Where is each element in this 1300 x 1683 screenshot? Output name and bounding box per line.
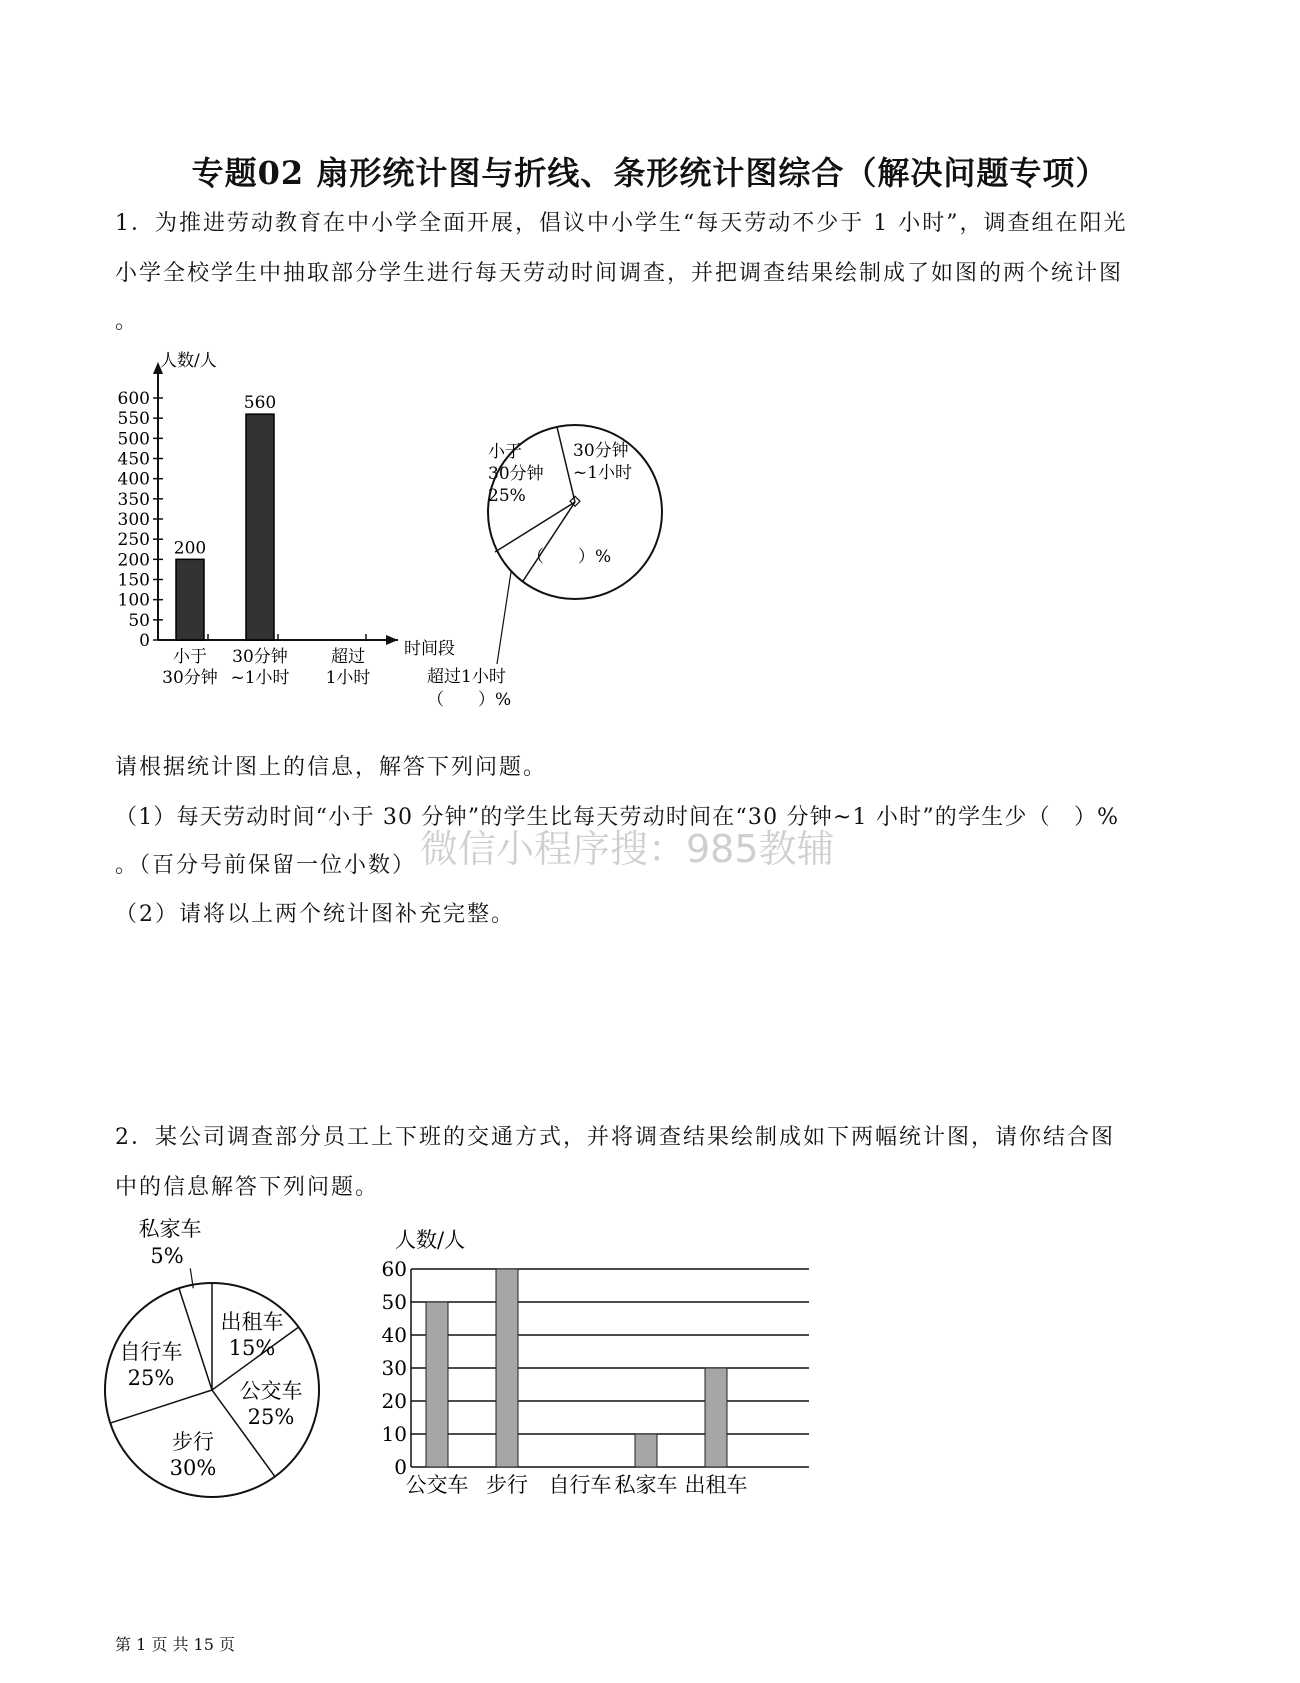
y-tick-label: 40 bbox=[381, 1323, 407, 1347]
x-tick-label: 私家车 bbox=[614, 1473, 678, 1497]
bar bbox=[246, 414, 274, 640]
q1-line-2: 小学全校学生中抽取部分学生进行每天劳动时间调查，并把调查结果绘制成了如图的两个统计图 bbox=[115, 261, 1124, 286]
y-tick-label: 200 bbox=[117, 550, 150, 571]
x-tick-label: 自行车 bbox=[548, 1473, 612, 1497]
y-tick-label: 50 bbox=[128, 610, 150, 631]
bar bbox=[496, 1269, 518, 1467]
slice-blank: （ ）% bbox=[427, 690, 512, 710]
slice-label: 25% bbox=[488, 486, 526, 506]
slice-label: 公交车 bbox=[239, 1379, 303, 1403]
x-axis-arrow bbox=[386, 635, 398, 645]
slice-label: 步行 bbox=[172, 1430, 214, 1454]
q1-sub1-line2: 。（百分号前保留一位小数） bbox=[115, 853, 417, 878]
y-tick-label: 0 bbox=[139, 631, 150, 651]
q1-bar-chart bbox=[117, 351, 480, 740]
data-label: 560 bbox=[243, 393, 277, 414]
watermark: 微信小程序搜：985教辅 bbox=[420, 827, 835, 871]
bar bbox=[705, 1368, 727, 1467]
y-tick-label: 550 bbox=[117, 409, 150, 430]
y-tick-label: 10 bbox=[381, 1422, 407, 1446]
page-title: 专题02 扇形统计图与折线、条形统计图综合（解决问题专项） bbox=[191, 154, 1109, 192]
q1-prompt: 请根据统计图上的信息，解答下列问题。 bbox=[115, 755, 548, 780]
y-tick-label: 60 bbox=[381, 1257, 407, 1281]
x-tick-label: 公交车 bbox=[405, 1473, 469, 1497]
q2-bar-chart bbox=[381, 1225, 825, 1510]
y-tick-label: 30 bbox=[381, 1356, 407, 1380]
x-tick-label: 1小时 bbox=[325, 668, 371, 688]
leader-line bbox=[497, 572, 511, 664]
x-tick-label: 30分钟 bbox=[162, 668, 218, 688]
slice-label: 自行车 bbox=[119, 1340, 183, 1364]
x-tick-label: 步行 bbox=[486, 1473, 528, 1497]
x-tick-label: ~1小时 bbox=[230, 668, 290, 688]
divider-lower-left bbox=[495, 502, 575, 552]
y-axis-label: 人数/人 bbox=[395, 1228, 466, 1252]
y-axis-label: 人数/人 bbox=[160, 351, 217, 371]
slice-divider bbox=[110, 1390, 212, 1423]
bar bbox=[635, 1434, 657, 1467]
slice-percent: 25% bbox=[127, 1366, 175, 1390]
y-tick-label: 600 bbox=[117, 389, 150, 409]
slice-blank: （ ）% bbox=[527, 547, 612, 567]
y-tick-label: 20 bbox=[381, 1389, 407, 1413]
slice-label: 超过1小时 bbox=[427, 667, 506, 687]
y-tick-label: 400 bbox=[117, 469, 150, 490]
slice-label: 私家车 bbox=[138, 1217, 202, 1241]
q2-pie-chart bbox=[105, 1215, 355, 1505]
y-tick-label: 0 bbox=[394, 1455, 407, 1479]
y-tick-label: 450 bbox=[117, 449, 150, 470]
y-tick-label: 100 bbox=[117, 590, 150, 611]
data-label: 200 bbox=[173, 538, 207, 559]
y-tick-label: 250 bbox=[117, 530, 150, 551]
x-tick-label: 小于 bbox=[173, 647, 207, 667]
q2-line-1: 2．某公司调查部分员工上下班的交通方式，并将调查结果绘制成如下两幅统计图，请你结合图 bbox=[115, 1125, 1116, 1150]
x-axis-label: 时间段 bbox=[404, 639, 455, 659]
slice-divider bbox=[179, 1288, 212, 1390]
y-tick-label: 350 bbox=[117, 489, 150, 510]
page-footer: 第 1 页 共 15 页 bbox=[115, 1635, 235, 1654]
divider-bottom bbox=[523, 502, 575, 581]
x-tick-label: 出租车 bbox=[684, 1473, 748, 1497]
q1-line-3: 。 bbox=[115, 309, 140, 334]
slice-label: 小于 bbox=[488, 442, 522, 462]
q1-sub2: （2）请将以上两个统计图补充完整。 bbox=[115, 902, 515, 927]
slice-label: 出租车 bbox=[220, 1310, 284, 1334]
y-tick-label: 500 bbox=[117, 429, 150, 450]
bar bbox=[176, 559, 204, 640]
bar bbox=[426, 1302, 448, 1467]
slice-percent: 30% bbox=[169, 1456, 217, 1480]
q2-line-2: 中的信息解答下列问题。 bbox=[115, 1175, 380, 1200]
x-tick-label: 30分钟 bbox=[232, 647, 288, 667]
x-tick-label: 超过 bbox=[331, 647, 365, 667]
slice-percent: 5% bbox=[150, 1244, 184, 1268]
slice-percent: 25% bbox=[247, 1405, 295, 1429]
y-tick-label: 150 bbox=[117, 570, 150, 591]
slice-label: 30分钟 bbox=[573, 441, 629, 461]
slice-label: 30分钟 bbox=[488, 464, 544, 484]
y-tick-label: 50 bbox=[381, 1290, 407, 1314]
q1-line-1: 1．为推进劳动教育在中小学全面开展，倡议中小学生“每天劳动不少于 1 小时”，调查组在阳光 bbox=[115, 211, 1128, 236]
q1-sub1-line1: （1）每天劳动时间“小于 30 分钟”的学生比每天劳动时间在“30 分钟~1 小时”的学生少（ ）% bbox=[115, 805, 1120, 830]
slice-label: ~1小时 bbox=[573, 463, 633, 483]
slice-percent: 15% bbox=[228, 1336, 276, 1360]
y-tick-label: 300 bbox=[117, 510, 150, 530]
